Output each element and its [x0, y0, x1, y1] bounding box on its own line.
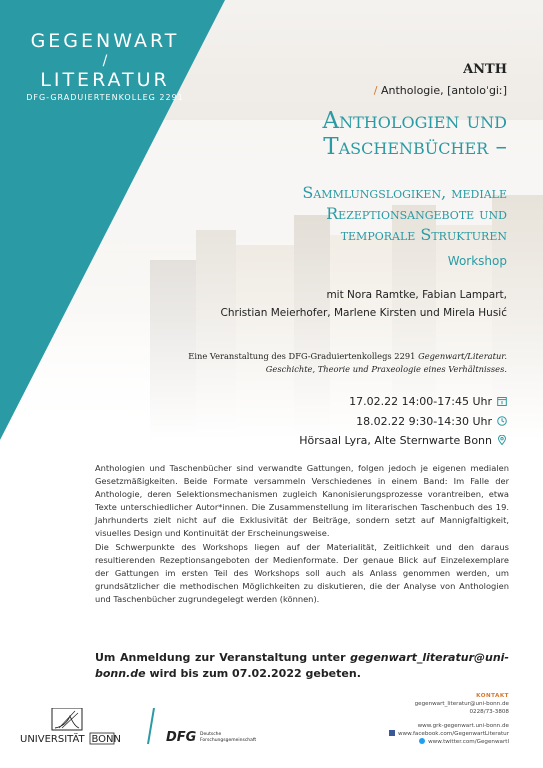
dfg-sub-1: Deutsche: [200, 732, 222, 737]
contact-block: [389, 692, 509, 746]
subtitle-line-3: temporale Strukturen: [340, 225, 507, 244]
title-line-2: Taschenbücher –: [323, 134, 507, 160]
event-format: Workshop: [447, 254, 507, 268]
description: [95, 462, 509, 606]
organizer-italic: Gegenwart/Literatur.: [418, 351, 507, 361]
dfg-name: DFG: [166, 730, 197, 745]
contact-web[interactable]: www.grk-gegenwart.uni-bonn.de: [417, 723, 509, 729]
logo-line-1: GEGENWART: [30, 30, 180, 52]
footer-slash-divider: [148, 708, 154, 744]
twitter-icon: [419, 738, 425, 744]
speakers: [221, 286, 507, 322]
anth-subtitle: [374, 84, 507, 97]
contact-phone: 0228/73-3808: [469, 709, 509, 715]
uni-prefix: UNIVERSITÄT: [20, 734, 85, 745]
logo-slash: /: [102, 53, 108, 69]
uni-bonn-logo: [20, 708, 121, 745]
location-pin-icon: [497, 435, 507, 445]
clock-icon: [497, 416, 507, 426]
date-row: [349, 412, 507, 432]
registration-suffix: wird bis zum 07.02.2022 gebeten.: [149, 667, 361, 680]
page-title: [117, 108, 507, 160]
subtitle-line-1: Sammlungslogiken, mediale: [302, 183, 507, 202]
description-paragraph-2: Die Schwerpunkte des Workshops liegen auf der Materialität, Zeitlichkeit und den daraus resultierenden Rezeptionsangeboten der Medienformate. Der genaue Blick auf Einzelexemplare der Gattungen im ersten Teil des Workshops soll auch als Anlass genommen werden, um grundsätzlicher die methodischen Möglichkeiten zu diskutieren, die der Analyse von Anthologien und Taschenbücher zugrundegelegt werden (können).: [95, 541, 509, 604]
contact-email[interactable]: gegenwart_literatur@uni-bonn.de: [414, 701, 509, 707]
calendar-icon: [497, 396, 507, 406]
subtitle-line-2: Rezeptionsangebote und: [326, 204, 507, 223]
description-paragraph-1: Anthologien und Taschenbücher sind verwandte Gattungen, folgen jedoch je eigenen medialen Gesetzmäßigkeiten. Beide Formate versammeln Verschiedenes in einem Band: Im Falle der Anthologie, deren Selektionsmechanismen zugleich Kanonisierungsprozesse vorantreiben, etwa Texte unterschiedlicher Autor*innen. Die Zusammenstellung im literarischen Taschenbuch des 19. Jahrhunderts zielt nicht auf die Exklusivität der Beiträge, sondern setzt auf Mannigfaltigkeit, visuelles Design und Kontinuität der Erscheinungsweise.: [95, 463, 509, 539]
uni-name: BONN: [91, 734, 122, 745]
contact-twitter[interactable]: www.twitter.com/Gegenwartl: [428, 739, 509, 745]
contact-twitter-row: [389, 738, 509, 746]
registration-email-link[interactable]: gegenwart_literatur@uni-bonn.de: [95, 651, 509, 680]
registration-prefix: Um Anmeldung zur Veranstaltung unter: [95, 651, 346, 664]
date-row: [349, 392, 507, 412]
page-subtitle: [87, 182, 507, 245]
dfg-logo: [166, 730, 256, 745]
location-text: Hörsaal Lyra, Alte Sternwarte Bonn: [299, 434, 492, 447]
event-location: [299, 434, 507, 447]
contact-facebook[interactable]: www.facebook.com/GegenwartLiteratur: [397, 731, 509, 737]
organizer: [188, 350, 507, 376]
contact-facebook-row: [389, 730, 509, 738]
speakers-line-1: mit Nora Ramtke, Fabian Lampart,: [326, 289, 507, 301]
dfg-sub-2: Forschungsgemeinschaft: [200, 738, 257, 743]
footer-logos: [20, 708, 260, 752]
organizer-line-2: Geschichte, Theorie und Praxeologie eines Verhältnisses.: [265, 364, 507, 374]
anth-subtitle-text: Anthologie, [antoloˈgiː]: [381, 84, 507, 97]
event-dates: [349, 392, 507, 432]
logo-line-3: DFG-GRADUIERTENKOLLEG 2291: [26, 93, 184, 102]
anth-code: ANTH: [463, 62, 507, 77]
organizer-prefix: Eine Veranstaltung des DFG-Graduiertenkollegs 2291: [188, 351, 416, 361]
facebook-icon: [389, 730, 395, 736]
title-line-1: Anthologien und: [322, 108, 507, 134]
contact-label: KONTAKT: [476, 693, 509, 699]
anth-slash: /: [373, 84, 378, 97]
speakers-line-2: Christian Meierhofer, Marlene Kirsten und Mirela Husić: [220, 307, 507, 319]
date-1: 17.02.22 14:00-17:45 Uhr: [349, 395, 492, 408]
gegenwart-literatur-logo: [0, 30, 210, 102]
logo-line-2: LITERATUR: [40, 69, 170, 91]
registration-notice: [95, 650, 509, 682]
date-2: 18.02.22 9:30-14:30 Uhr: [356, 415, 492, 428]
